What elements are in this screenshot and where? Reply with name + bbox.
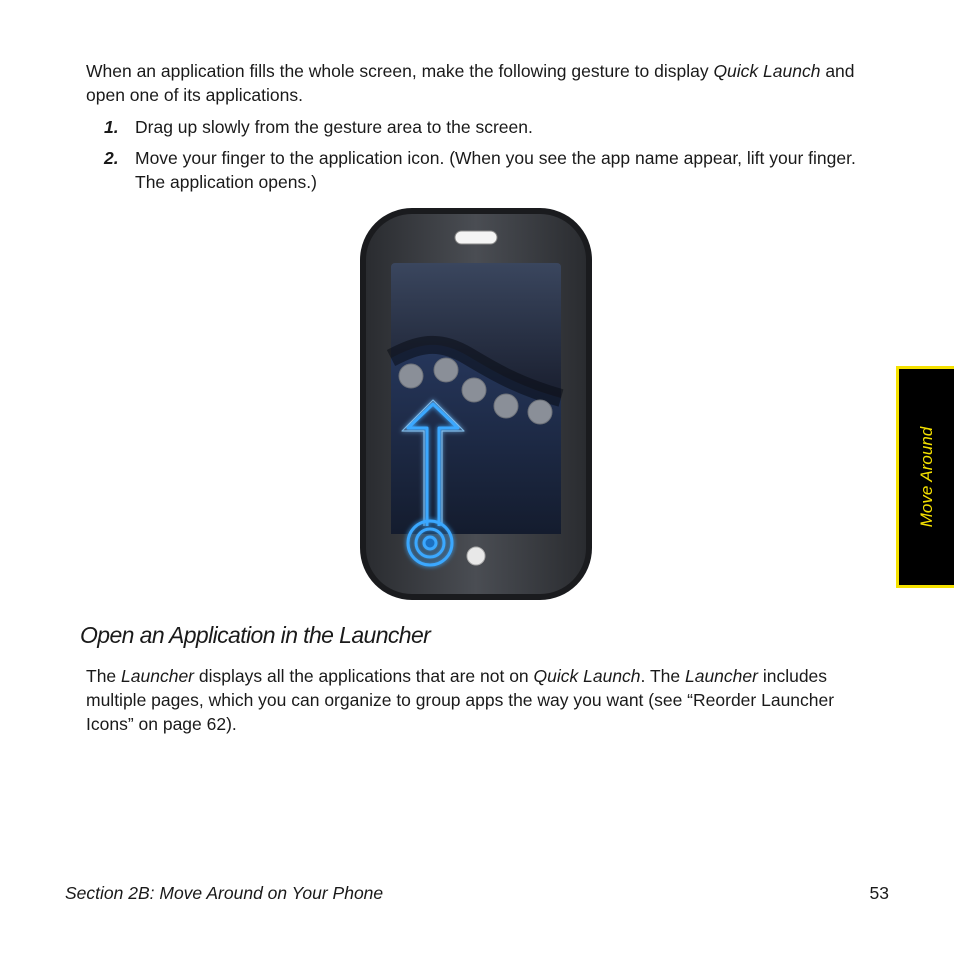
step-2-text: Move your finger to the application icon. (When you see the app name appear, lift your finger. The application opens.) xyxy=(135,148,856,192)
launcher-p-5: . The xyxy=(640,666,685,686)
intro-text-after: and open one of its applications. xyxy=(86,61,855,105)
launcher-term-2: Launcher xyxy=(684,666,758,686)
app-icon-4 xyxy=(494,394,518,418)
earpiece-icon xyxy=(455,231,497,244)
phone-illustration xyxy=(358,206,594,602)
launcher-p-3: displays all the applications that are not on xyxy=(194,666,534,686)
launcher-p-1: The xyxy=(86,666,122,686)
step-2-number: 2. xyxy=(104,148,119,168)
launcher-term-1: Launcher xyxy=(121,666,195,686)
footer-page-number: 53 xyxy=(869,883,889,903)
footer-section-title: Section 2B: Move Around on Your Phone xyxy=(65,883,384,903)
app-icon-5 xyxy=(528,400,552,424)
app-icon-3 xyxy=(462,378,486,402)
app-icon-1 xyxy=(399,364,423,388)
step-1-number: 1. xyxy=(104,117,119,137)
section-heading: Open an Application in the Launcher xyxy=(80,622,431,648)
phone-gesture-image xyxy=(358,206,594,602)
launcher-p-7: includes multiple pages, which you can organize to group apps the way you want (see “Reorder Launcher Icons” on page 62). xyxy=(86,666,835,734)
step-1-text: Drag up slowly from the gesture area to the screen. xyxy=(135,117,533,137)
quick-launch-term-2: Quick Launch xyxy=(533,666,641,686)
touch-ripple-icon xyxy=(408,521,452,565)
quick-launch-term: Quick Launch xyxy=(713,61,821,81)
intro-text-before: When an application fills the whole screen, make the following gesture to display xyxy=(86,61,714,81)
intro-paragraph xyxy=(86,59,886,107)
side-tab-label: Move Around xyxy=(916,426,936,528)
launcher-paragraph xyxy=(86,664,886,736)
center-button-icon xyxy=(467,547,485,565)
side-tab xyxy=(896,366,954,588)
app-icon-2 xyxy=(434,358,458,382)
